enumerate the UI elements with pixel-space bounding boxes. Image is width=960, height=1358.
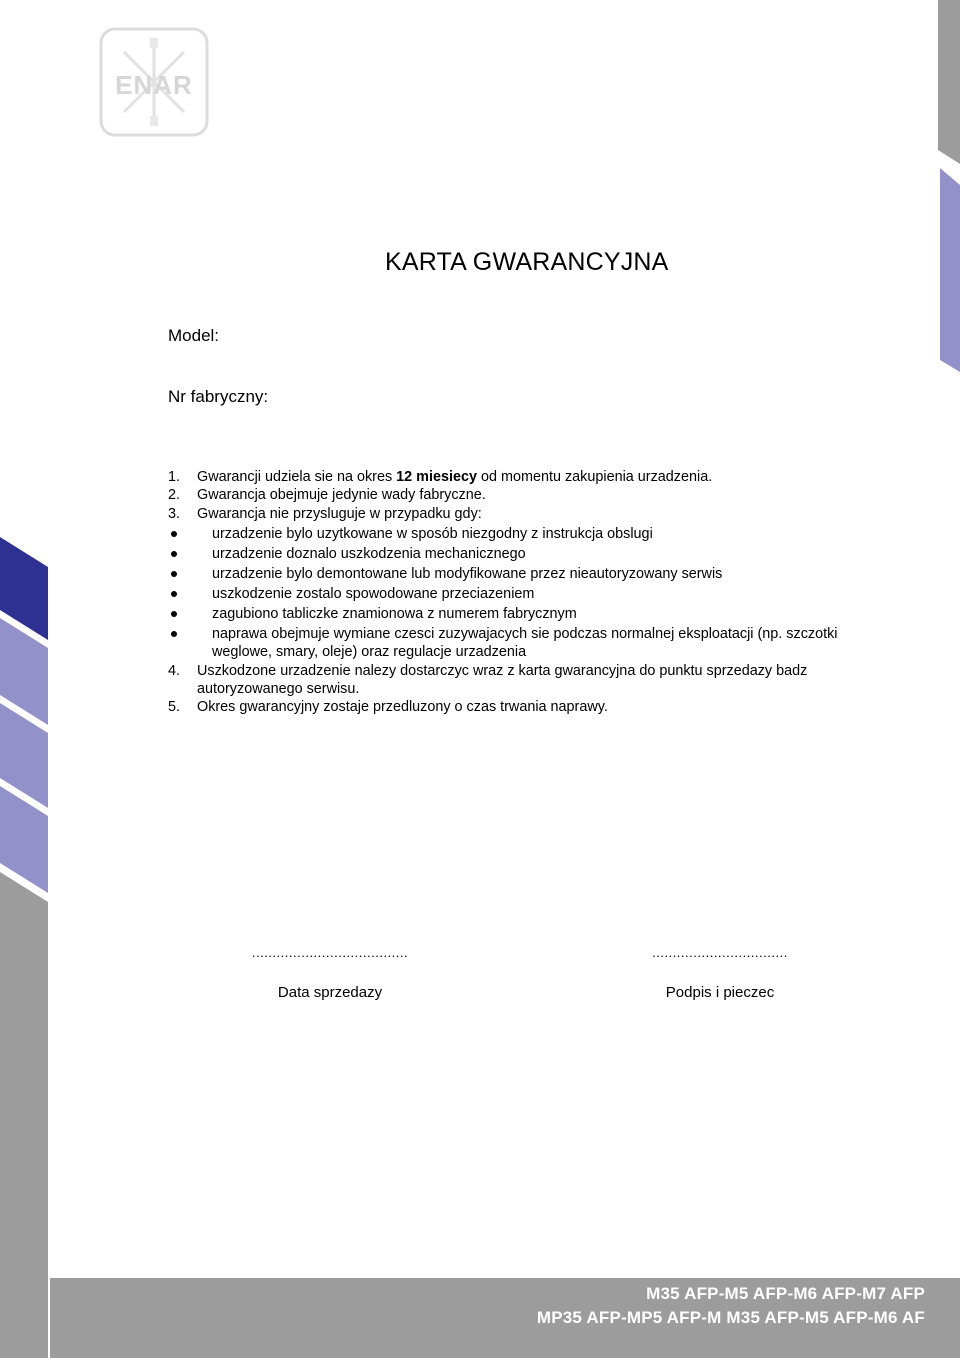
list-item [168,525,888,543]
term-1 [168,468,888,486]
term-text: Gwarancja nie przysluguje w przypadku gdy: [197,505,482,522]
bullet-icon [171,631,177,637]
list-item [168,585,888,603]
right-lavender-band [940,168,960,372]
list-item-text: uszkodzenie zostalo spowodowane przeciazeniem [212,585,535,602]
term-text: od momentu zakupienia urzadzenia. [477,469,713,485]
signature-stamp [640,945,800,1001]
list-item-text: urzadzenie doznalo uszkodzenia mechanicznego [212,545,526,562]
bullet-icon [171,551,177,557]
list-item [168,545,888,563]
sale-date-label: Data sprzedazy [277,984,383,1001]
list-item [168,605,888,623]
sale-date-line: ...................................... [251,945,409,960]
left-grey-band [0,872,48,1358]
signature-line: ................................. [652,945,788,960]
bullet-icon [171,571,177,577]
term-text: Okres gwarancyjny zostaje przedluzony o czas trwania naprawy. [197,699,608,716]
term-text: Gwarancji udziela sie na okres [197,469,397,485]
signature-label: Podpis i pieczec [665,984,775,1001]
exclusions-list [168,525,888,662]
warranty-period: 12 miesiecy [396,469,477,485]
term-3 [168,505,888,523]
bullet-icon [171,531,177,537]
term-2 [168,486,888,504]
list-item [168,625,888,662]
term-number: 1. [168,469,181,485]
bullet-icon [171,611,177,617]
warranty-terms [168,468,888,717]
term-5 [168,698,888,716]
term-number: 2. [168,487,181,504]
footer-models-line-1: M35 AFP-M5 AFP-M6 AFP-M7 AFP [646,1284,925,1303]
term-number: 3. [168,505,181,522]
sale-date-signature [246,945,414,1001]
footer-band [50,1278,960,1358]
serial-number-label: Nr fabryczny: [168,387,269,406]
list-item-text: naprawa obejmuje wymiane czesci zuzywajacych sie podczas normalnej eksploatacji (np. szczotki weglowe, smary, oleje) oraz regulacje urzadzenia [212,625,838,661]
document-title: KARTA GWARANCYJNA [385,248,669,276]
list-item-text: urzadzenie bylo demontowane lub modyfikowane przez nieautoryzowany serwis [212,565,723,582]
enar-logo [98,26,210,138]
list-item-text: zagubiono tabliczke znamionowa z numerem fabrycznym [212,605,577,622]
term-text: Gwarancja obejmuje jedynie wady fabryczne. [197,487,486,504]
term-number: 4. [168,662,181,679]
list-item-text: urzadzenie bylo uzytkowane w sposób niezgodny z instrukcja obslugi [212,525,653,542]
list-item [168,565,888,583]
term-number: 5. [168,699,181,716]
model-label: Model: [168,326,220,345]
footer-models-line-2: MP35 AFP-MP5 AFP-M M35 AFP-M5 AFP-M6 AF [536,1308,925,1327]
bullet-icon [171,591,177,597]
right-grey-band [938,0,960,164]
term-4 [168,662,888,699]
logo-wordmark: ENAR [115,70,193,100]
term-text: Uszkodzone urzadzenie nalezy dostarczyc wraz z karta gwarancyjna do punktu sprzedazy badz autoryzowanego serwisu. [197,662,808,698]
